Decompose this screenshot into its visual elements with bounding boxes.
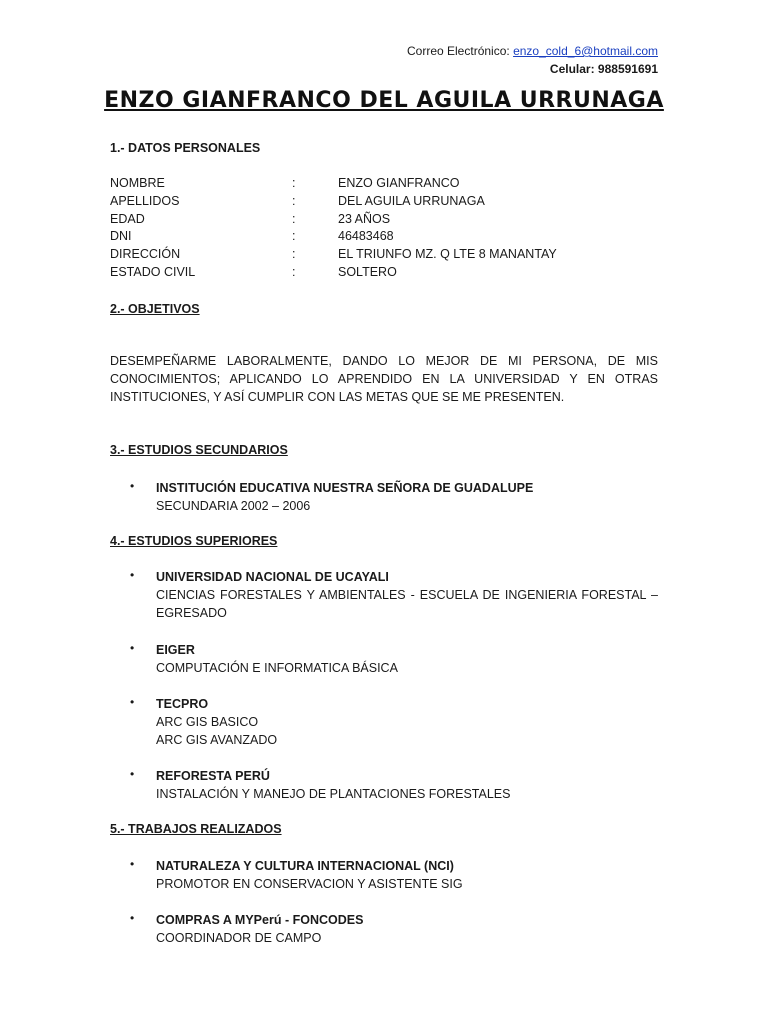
higher-title: EIGER [156, 643, 195, 657]
objectives-text: DESEMPEÑARME LABORALMENTE, DANDO LO MEJOR DE MI PERSONA, DE MIS CONOCIMIENTOS; APLICANDO LO APRENDIDO EN LA UNIVERSIDAD Y EN OTRAS INSTITUCIONES, Y ASÍ CUMPLIR CON LAS METAS QUE SE ME PRESENTEN. [110, 354, 658, 404]
bullet-icon: • [130, 911, 135, 925]
higher-detail: CIENCIAS FORESTALES Y AMBIENTALES - ESCUELA DE INGENIERIA FORESTAL – EGRESADO [156, 588, 658, 620]
page-title: ENZO GIANFRANCO DEL AGUILA URRUNAGA [104, 88, 664, 113]
personal-sep: : [292, 193, 296, 208]
bullet-icon: • [130, 857, 135, 871]
personal-key: APELLIDOS [110, 193, 180, 208]
jobs-heading: 5.- TRABAJOS REALIZADOS [110, 822, 282, 836]
higher-title: REFORESTA PERÚ [156, 769, 270, 783]
personal-key: DNI [110, 229, 132, 244]
job-detail: PROMOTOR EN CONSERVACION Y ASISTENTE SIG [156, 877, 463, 891]
higher-detail: COMPUTACIÓN E INFORMATICA BÁSICA [156, 661, 398, 675]
secondary-heading: 3.- ESTUDIOS SECUNDARIOS [110, 443, 288, 457]
personal-row [110, 211, 658, 229]
job-title: NATURALEZA Y CULTURA INTERNACIONAL (NCI) [156, 859, 454, 873]
personal-row [110, 175, 658, 193]
bullet-icon: • [130, 767, 135, 781]
secondary-title: INSTITUCIÓN EDUCATIVA NUESTRA SEÑORA DE GUADALUPE [156, 481, 534, 495]
bullet-icon: • [130, 479, 135, 493]
email-label: Correo Electrónico: [407, 44, 510, 58]
bullet-icon: • [130, 641, 135, 655]
job-detail: COORDINADOR DE CAMPO [156, 931, 322, 945]
contact-block [407, 42, 658, 78]
personal-sep: : [292, 229, 296, 244]
personal-value: ENZO GIANFRANCO [338, 176, 460, 190]
personal-row [110, 264, 658, 282]
personal-value: 46483468 [338, 229, 394, 244]
higher-detail: INSTALACIÓN Y MANEJO DE PLANTACIONES FORESTALES [156, 787, 511, 801]
personal-value: 23 AÑOS [338, 211, 391, 226]
higher-detail: ARC GIS AVANZADO [156, 733, 278, 747]
higher-detail: ARC GIS BASICO [156, 715, 259, 729]
personal-row [110, 193, 658, 211]
personal-value: EL TRIUNFO MZ. Q LTE 8 MANANTAY [338, 247, 557, 262]
objectives-heading: 2.- OBJETIVOS [110, 302, 200, 316]
bullet-icon: • [130, 568, 135, 582]
personal-value: SOLTERO [338, 264, 397, 279]
personal-row [110, 246, 658, 264]
personal-key: ESTADO CIVIL [110, 264, 196, 279]
bullet-icon: • [130, 695, 135, 709]
higher-title: TECPRO [156, 697, 209, 711]
secondary-detail: SECUNDARIA 2002 – 2006 [156, 499, 311, 513]
personal-sep: : [292, 211, 296, 226]
personal-value: DEL AGUILA URRUNAGA [338, 193, 485, 208]
higher-heading: 4.- ESTUDIOS SUPERIORES [110, 534, 278, 548]
email-line [407, 42, 658, 60]
personal-key: DIRECCIÓN [110, 247, 181, 262]
personal-heading: 1.- DATOS PERSONALES [110, 141, 261, 155]
personal-sep: : [292, 264, 296, 279]
personal-sep: : [292, 247, 296, 262]
higher-title: UNIVERSIDAD NACIONAL DE UCAYALI [156, 570, 389, 584]
personal-sep: : [292, 176, 296, 190]
phone-line: Celular: 988591691 [549, 62, 658, 76]
personal-key: NOMBRE [110, 176, 165, 190]
personal-key: EDAD [110, 211, 145, 226]
email-link[interactable]: enzo_cold_6@hotmail.com [513, 44, 658, 58]
personal-table [110, 175, 658, 282]
personal-row [110, 228, 658, 246]
job-title: COMPRAS A MYPerú - FONCODES [156, 913, 364, 927]
